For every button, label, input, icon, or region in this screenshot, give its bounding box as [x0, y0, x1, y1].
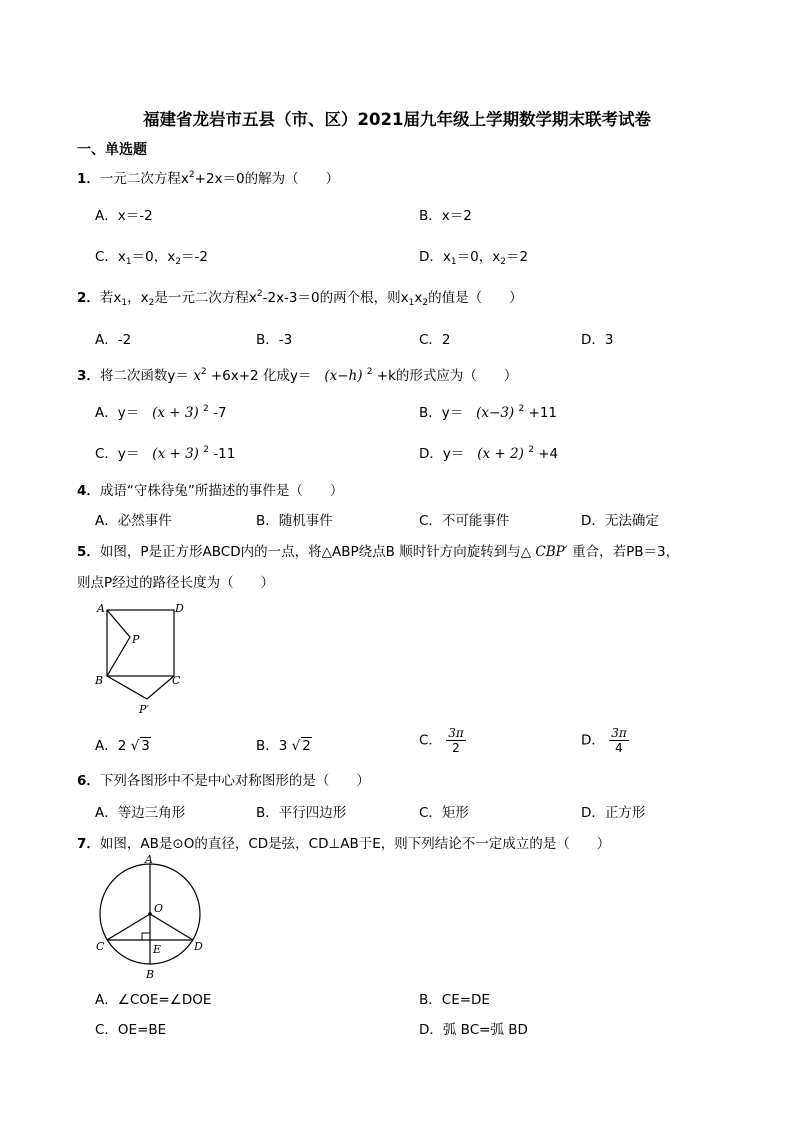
- question-number: 1．: [77, 171, 100, 187]
- question-number: 4．: [77, 483, 100, 499]
- option-text: C．y＝: [95, 446, 140, 462]
- label-p-prime: P′: [139, 703, 149, 716]
- label-b: B: [146, 968, 155, 981]
- label-o: O: [154, 902, 164, 915]
- option-text: C．: [419, 732, 442, 749]
- denominator: 2: [452, 741, 460, 755]
- q3-option-c: [95, 442, 235, 462]
- label-a: A: [145, 853, 153, 866]
- q5-option-c: [419, 726, 466, 755]
- q7-option-a: A．∠COE=∠DOE: [95, 992, 212, 1008]
- question-number: 3．: [77, 368, 100, 384]
- q6-option-d: D．正方形: [581, 805, 646, 821]
- superscript: 2: [256, 289, 263, 299]
- q3-option-d: [419, 442, 558, 462]
- question-1: [77, 167, 339, 187]
- section-heading: 一、单选题: [77, 142, 147, 158]
- option-text: B．3: [256, 738, 288, 754]
- option-text: A．2: [95, 738, 127, 754]
- numerator: 3π: [611, 726, 627, 740]
- question-text: 一元二次方程x: [99, 171, 189, 187]
- subscript: 1: [450, 257, 457, 267]
- denominator: 4: [615, 741, 623, 755]
- option-text: -11: [213, 446, 236, 462]
- question-text: 下列各图形中不是中心对称图形的是（ ）: [99, 773, 370, 789]
- math-expression: (x + 2): [477, 446, 524, 462]
- q6-option-c: C．矩形: [419, 805, 469, 821]
- label-b: B: [95, 674, 104, 687]
- question-number: 5．: [77, 544, 100, 560]
- option-text: ＝0，x: [456, 249, 501, 265]
- q4-option-a: A．必然事件: [95, 513, 172, 529]
- math-expression: CBP′: [535, 544, 568, 560]
- question-text: 若x: [99, 290, 122, 306]
- subscript: 2: [500, 257, 506, 267]
- q2-option-d: D．3: [581, 332, 614, 348]
- q2-option-a: A．-2: [95, 332, 132, 348]
- q2-option-b: B．-3: [256, 332, 293, 348]
- question-5: [77, 540, 679, 560]
- question-text: 重合，若PB＝3，: [572, 544, 680, 560]
- q1-option-c: [95, 245, 208, 267]
- question-text: 如图，AB是⊙O的直径，CD是弦，CD⊥AB于E，则下列结论不一定成立的是（ ）: [99, 836, 611, 852]
- option-text: D．: [581, 732, 605, 749]
- question-text: +2x＝0的解为（ ）: [194, 171, 340, 187]
- radicand: 2: [302, 738, 311, 754]
- label-c: C: [96, 940, 105, 953]
- question-text: 如图，P是正方形ABCD内的一点，将△ABP绕点B 顺时针方向旋转到与△: [99, 544, 532, 560]
- radicand: 3: [141, 738, 150, 754]
- question-text: 成语“守株待兔”所描述的事件是（ ）: [99, 483, 344, 499]
- option-text: ＝2: [505, 249, 529, 265]
- option-text: C．x: [95, 249, 126, 265]
- superscript: 2: [366, 367, 373, 377]
- subscript: 1: [408, 298, 415, 308]
- question-7: [77, 832, 610, 852]
- math-expression: (x−h): [324, 368, 363, 384]
- subscript: 2: [175, 257, 181, 267]
- q3-option-b: [419, 401, 557, 421]
- triangle-cbp2: [107, 676, 174, 699]
- square-abcd: [107, 610, 174, 676]
- q4-option-d: D．无法确定: [581, 513, 659, 529]
- question-text: 将二次函数y＝: [99, 368, 189, 384]
- option-text: D．x: [419, 249, 451, 265]
- q7-option-c: C．OE=BE: [95, 1022, 167, 1038]
- question-5-line-2: 则点P经过的路径长度为（ ）: [77, 575, 275, 591]
- question-text: +6x+2 化成y＝: [210, 368, 312, 384]
- question-2: [77, 286, 523, 308]
- label-d: D: [194, 940, 203, 953]
- superscript: 2: [203, 404, 209, 414]
- center-point: [148, 912, 152, 916]
- q7-option-d: D．弧 BC=弧 BD: [419, 1022, 528, 1038]
- question-6: [77, 769, 370, 789]
- subscript: 1: [125, 257, 132, 267]
- math-expression: (x−3): [476, 405, 515, 421]
- math-expression: x: [193, 368, 201, 384]
- question-text: x: [414, 290, 423, 306]
- option-text: ＝0，x: [131, 249, 176, 265]
- question-3: [77, 364, 517, 384]
- question-text: 是一元二次方程x: [154, 290, 257, 306]
- option-text: B．y＝: [419, 405, 464, 421]
- right-angle-mark: [142, 933, 150, 940]
- q1-option-d: [419, 245, 528, 267]
- fraction: [609, 726, 629, 755]
- q6-option-b: B．平行四边形: [256, 805, 347, 821]
- option-text: A．y＝: [95, 405, 140, 421]
- question-number: 7．: [77, 836, 100, 852]
- q4-option-c: C．不可能事件: [419, 513, 510, 529]
- label-p: P: [132, 633, 140, 646]
- question-text: 的值是（ ）: [428, 290, 523, 306]
- q6-option-a: A．等边三角形: [95, 805, 186, 821]
- superscript: 2: [518, 404, 525, 414]
- q5-option-b: B．3 √ 2: [256, 738, 311, 754]
- q4-option-b: B．随机事件: [256, 513, 333, 529]
- segment-od: [150, 914, 193, 940]
- q5-option-a: A．2 √ 3: [95, 738, 150, 754]
- q1-option-b: B．x＝2: [419, 208, 472, 224]
- q5-square-figure: [92, 598, 192, 718]
- q7-option-b: B．CE=DE: [419, 992, 490, 1008]
- triangle-abp: [107, 610, 130, 676]
- q5-option-d: [581, 726, 629, 755]
- superscript: 2: [528, 445, 534, 455]
- subscript: 2: [422, 298, 429, 308]
- q3-option-a: [95, 401, 227, 421]
- question-text: ，x: [127, 290, 149, 306]
- option-text: +4: [538, 446, 559, 462]
- fraction: [446, 726, 466, 755]
- q2-option-c: C．2: [419, 332, 451, 348]
- numerator: 3π: [448, 726, 464, 740]
- label-e: E: [153, 943, 162, 956]
- option-text: -7: [213, 405, 227, 421]
- q1-option-a: A．x＝-2: [95, 208, 153, 224]
- superscript: 2: [200, 367, 207, 377]
- subscript: 2: [148, 298, 155, 308]
- label-c: C: [172, 674, 181, 687]
- question-number: 2．: [77, 290, 100, 306]
- question-text: +k的形式应为（ ）: [376, 368, 518, 384]
- label-d: D: [175, 602, 184, 615]
- superscript: 2: [203, 445, 209, 455]
- math-expression: (x + 3): [152, 446, 199, 462]
- question-4: [77, 479, 343, 499]
- segment-oc: [107, 914, 150, 940]
- option-text: +11: [528, 405, 558, 421]
- superscript: 2: [188, 170, 195, 180]
- question-number: 6．: [77, 773, 100, 789]
- question-text: -2x-3＝0的两个根，则x: [262, 290, 409, 306]
- page-title: 福建省龙岩市五县（市、区）2021届九年级上学期数学期末联考试卷: [143, 110, 651, 129]
- subscript: 1: [121, 298, 128, 308]
- option-text: ＝-2: [180, 249, 208, 265]
- q7-circle-figure: [90, 852, 215, 982]
- math-expression: (x + 3): [152, 405, 199, 421]
- option-text: D．y＝: [419, 446, 465, 462]
- label-a: A: [97, 602, 105, 615]
